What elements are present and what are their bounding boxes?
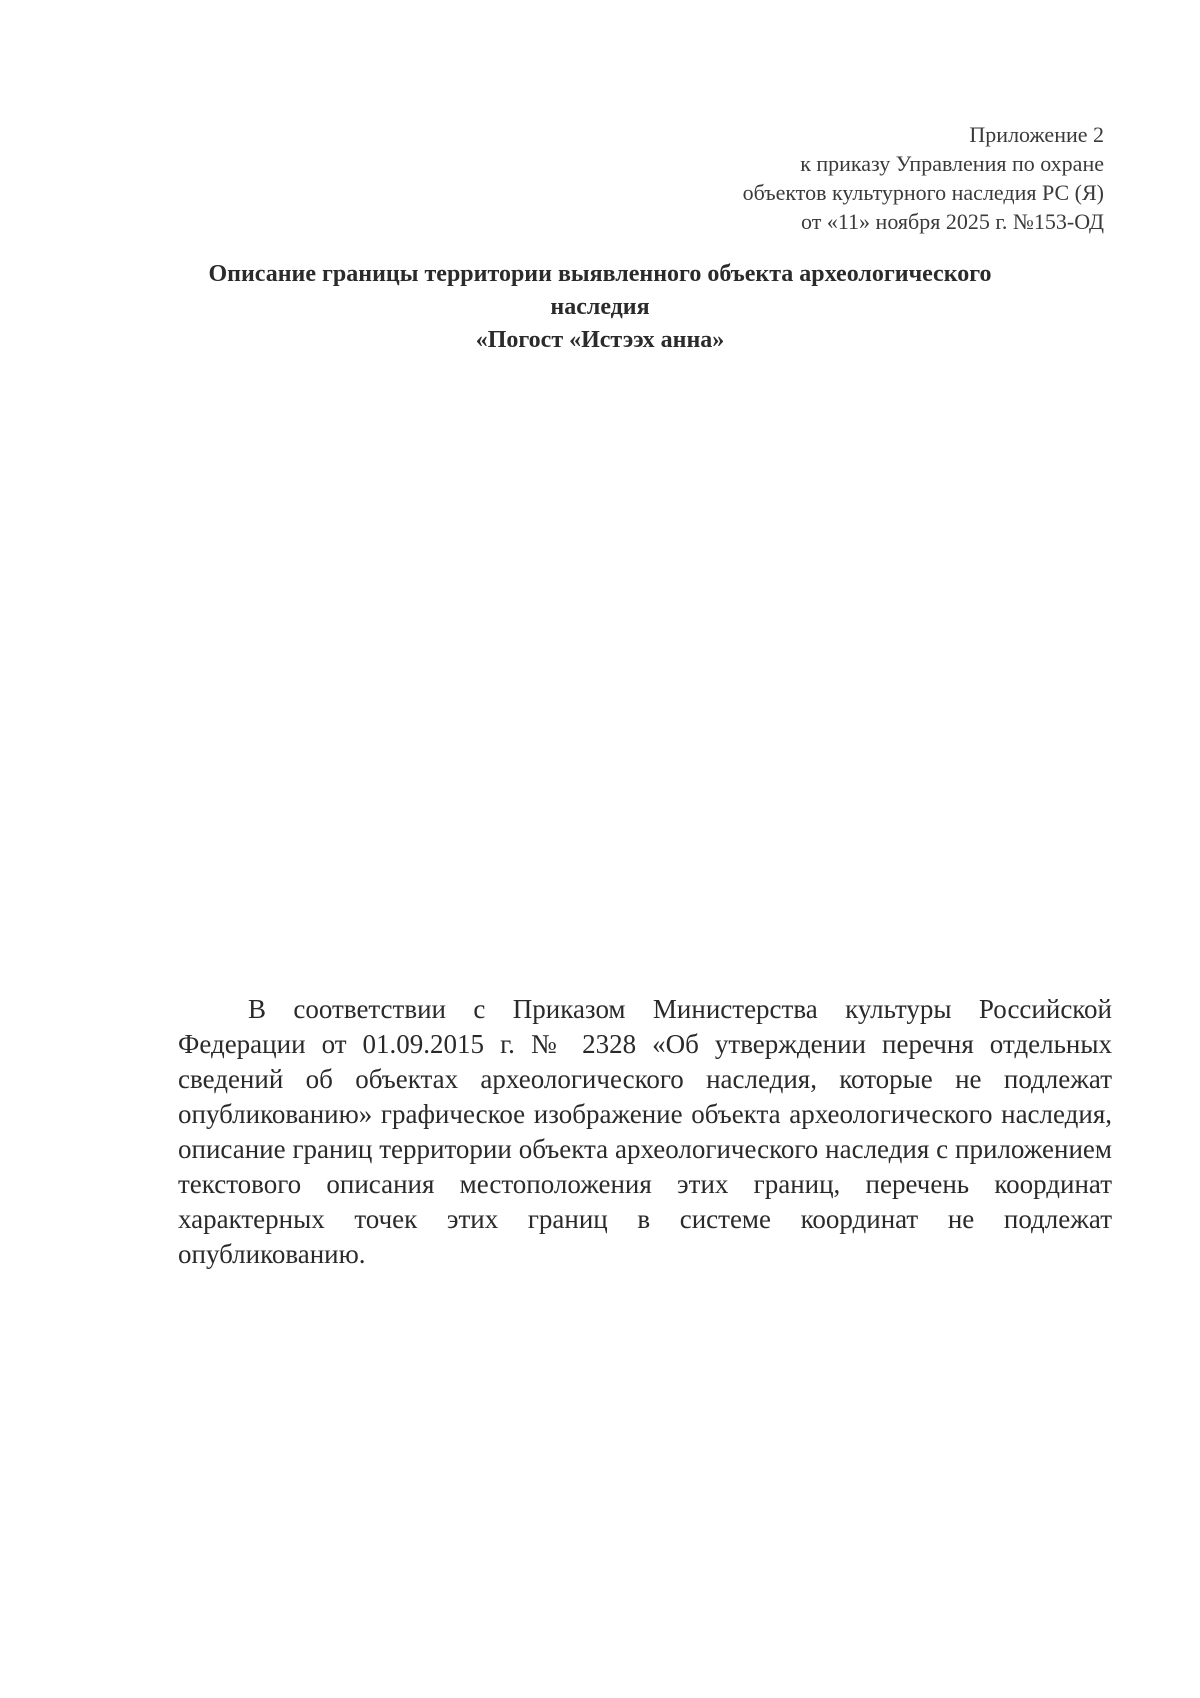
header-line-order: к приказу Управления по охране bbox=[800, 151, 1104, 176]
header-line-date: от «11» ноября 2025 г. №153-ОД bbox=[801, 209, 1104, 234]
body-paragraph: В соответствии с Приказом Министерства культуры Российской Федерации от 01.09.2015 г. № 2328 «Об утверждении перечня отдельных сведений об объектах археологического наследия, которые не подлежат опубликованию» графическое изображение объекта археологического наследия, описание границ территории объекта археологического наследия с приложением текстового описания местоположения этих границ, перечень координат характерных точек этих границ в системе координат не подлежат опубликованию. bbox=[178, 994, 1112, 1269]
title-line-2: наследия bbox=[550, 294, 650, 320]
title-line-3: «Погост «Истээх анна» bbox=[475, 327, 725, 353]
document-title bbox=[150, 258, 1050, 357]
title-line-1: Описание границы территории выявленного объекта археологического bbox=[208, 261, 992, 287]
header-line-authority: объектов культурного наследия РС (Я) bbox=[742, 180, 1104, 205]
header-line-appendix: Приложение 2 bbox=[969, 122, 1104, 147]
attachment-header bbox=[584, 120, 1104, 236]
